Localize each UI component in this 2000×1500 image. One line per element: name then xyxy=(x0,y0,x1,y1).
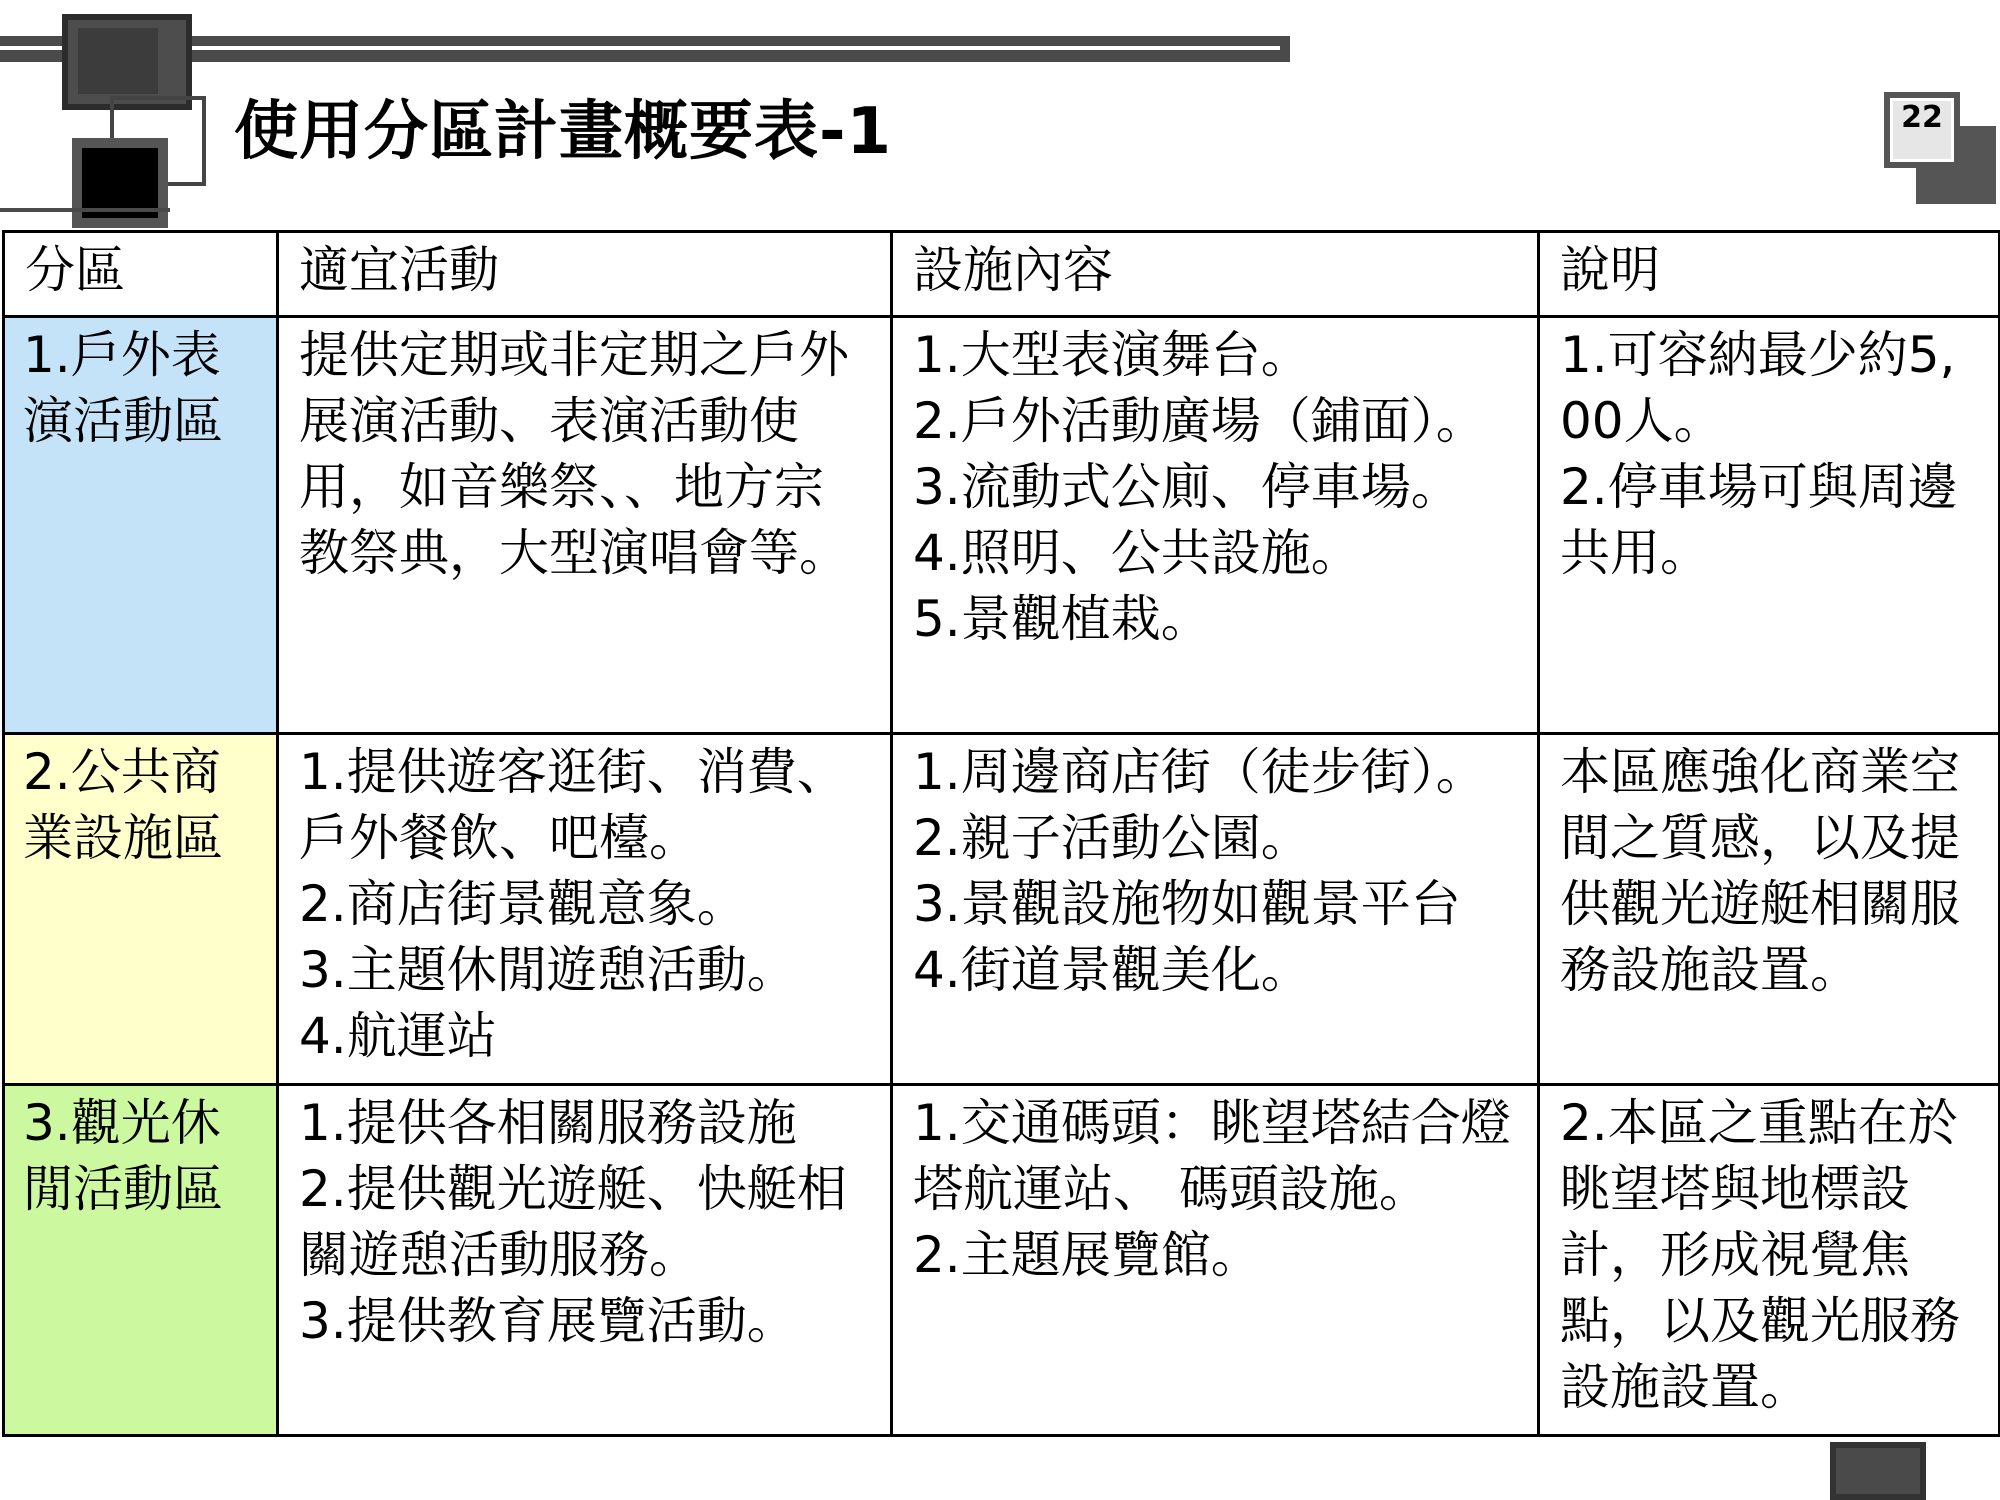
facility-item: 4.街道景觀美化。 xyxy=(913,941,1311,999)
zone-name: 3.觀光休閒活動區 xyxy=(4,1085,278,1436)
facilities-cell xyxy=(892,734,1539,1085)
activities-cell xyxy=(278,734,892,1085)
notes-cell xyxy=(1539,734,2000,1085)
facility-item: 4.照明、公共設施。 xyxy=(913,524,1361,582)
activities-cell xyxy=(278,1085,892,1436)
facilities-cell xyxy=(892,1085,1539,1436)
facility-item: 5.景觀植栽。 xyxy=(913,590,1211,648)
table-header-row xyxy=(4,232,2000,317)
header-notes: 說明 xyxy=(1539,232,2000,317)
activity-item: 1.提供遊客逛街、消費、戶外餐飲、吧檯。 xyxy=(299,743,847,867)
activity-item: 2.商店街景觀意象。 xyxy=(299,875,747,933)
notes-cell xyxy=(1539,1085,2000,1436)
activities-cell xyxy=(278,317,892,734)
header-activities: 適宜活動 xyxy=(278,232,892,317)
table-row xyxy=(4,317,2000,734)
note-item: 2.本區之重點在於眺望塔與地標設計，形成視覺焦點，以及觀光服務設施設置。 xyxy=(1560,1094,1960,1416)
activity-item: 2.提供觀光遊艇、快艇相關遊憩活動服務。 xyxy=(299,1160,847,1284)
facility-item: 1.大型表演舞台。 xyxy=(913,326,1311,384)
zoning-table xyxy=(2,230,2000,1437)
header-bar-highlight xyxy=(0,46,1280,50)
facilities-cell xyxy=(892,317,1539,734)
activity-item: 4.航運站 xyxy=(299,1007,497,1065)
note-item: 本區應強化商業空間之質感，以及提供觀光遊艇相關服務設施設置。 xyxy=(1560,743,1960,999)
facility-item: 1.周邊商店街（徒步街）。 xyxy=(913,743,1486,801)
facility-item: 1.交通碼頭：眺望塔結合燈塔航運站、 碼頭設施。 xyxy=(913,1094,1511,1218)
header-facilities: 設施內容 xyxy=(892,232,1539,317)
activity-item: 3.主題休閒遊憩活動。 xyxy=(299,941,797,999)
facility-item: 3.流動式公廁、停車場。 xyxy=(913,458,1461,516)
zone-name: 1.戶外表演活動區 xyxy=(4,317,278,734)
decor-square-inner xyxy=(78,28,158,94)
table-row xyxy=(4,734,2000,1085)
facility-item: 3.景觀設施物如觀景平台 xyxy=(913,875,1461,933)
activity-item: 提供定期或非定期之戶外展演活動、表演活動使用，如音樂祭、、地方宗教祭典，大型演唱會等。 xyxy=(299,326,849,582)
note-item: 2.停車場可與周邊共用。 xyxy=(1560,458,1958,582)
page-title: 使用分區計畫概要表-1 xyxy=(234,95,893,169)
decor-square-black xyxy=(72,138,168,228)
decor-bar xyxy=(0,208,170,212)
activity-item: 3.提供教育展覽活動。 xyxy=(299,1292,797,1350)
zone-name: 2.公共商業設施區 xyxy=(4,734,278,1085)
header-zone: 分區 xyxy=(4,232,278,317)
facility-item: 2.親子活動公園。 xyxy=(913,809,1311,867)
notes-cell xyxy=(1539,317,2000,734)
page-number: 22 xyxy=(1901,100,1943,135)
facility-item: 2.戶外活動廣場（鋪面）。 xyxy=(913,392,1486,450)
facility-item: 2.主題展覽館。 xyxy=(913,1226,1261,1284)
activity-item: 1.提供各相關服務設施 xyxy=(299,1094,797,1152)
note-item: 1.可容納最少約5,00人。 xyxy=(1560,326,1956,450)
table-row xyxy=(4,1085,2000,1436)
decor-square-bottom-right xyxy=(1830,1442,1926,1500)
